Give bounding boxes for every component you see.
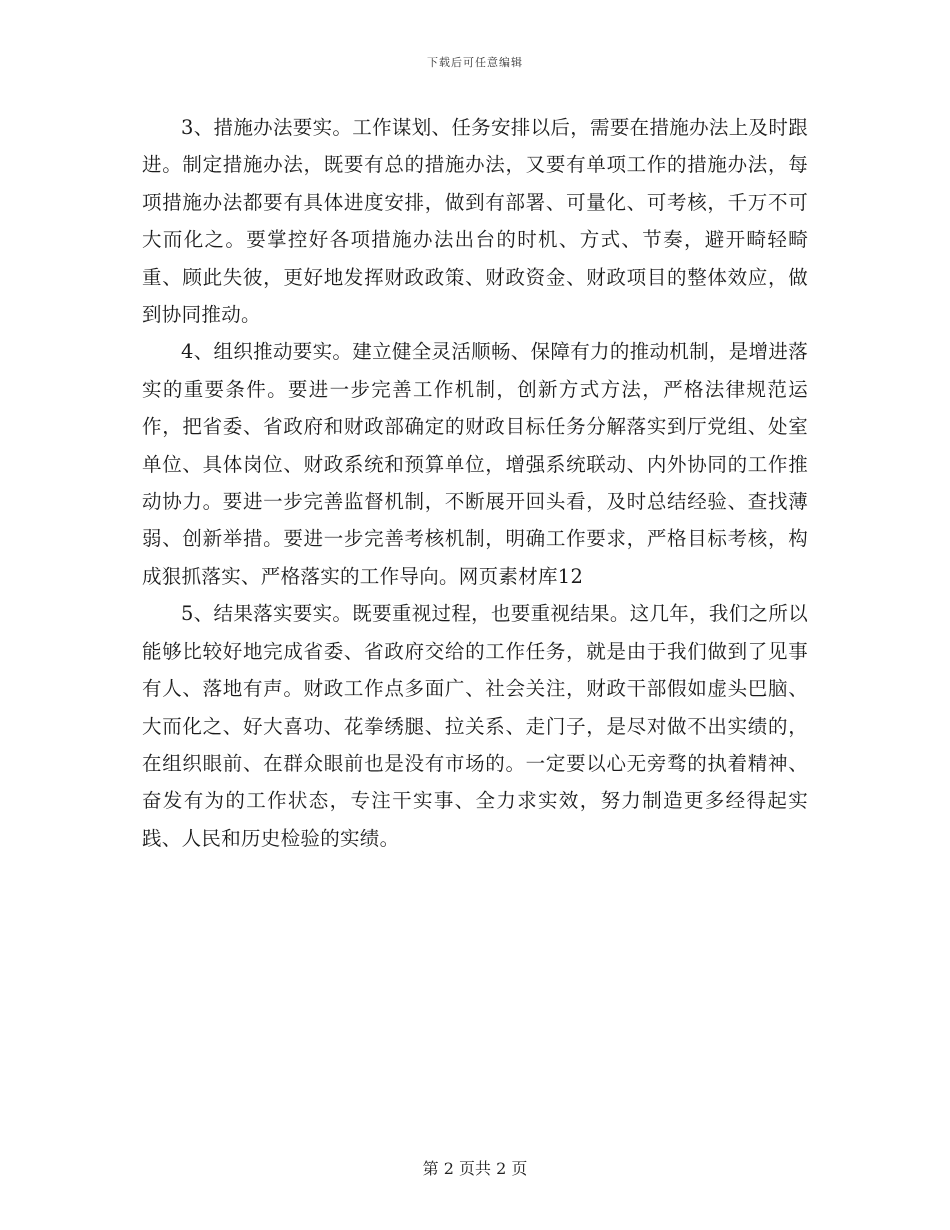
paragraph-organization: 4、组织推动要实。建立健全灵活顺畅、保障有力的推动机制，是增进落实的重要条件。要进一步完善工作机制，创新方式方法，严格法律规范运作，把省委、省政府和财政部确定的财政目标任务分解落实到厅党组、处室单位、具体岗位、财政系统和预算单位，增强系统联动、内外协同的工作推动协力。要进一步完善监督机制，不断展开回头看，及时总结经验、查找薄弱、创新举措。要进一步完善考核机制，明确工作要求，严格目标考核，构成狠抓落实、严格落实的工作导向。网页素材库12	[142, 340, 808, 588]
page-footer: 第 2 页共 2 页	[422, 1159, 528, 1178]
page-header: 下载后可任意编辑	[427, 56, 523, 69]
paragraph-results: 5、结果落实要实。既要重视过程，也要重视结果。这几年，我们之所以能够比较好地完成省委、省政府交给的工作任务，就是由于我们做到了见事有人、落地有声。财政工作点多面广、社会关注，财政干部假如虚头巴脑、大而化之、好大喜功、花拳绣腿、拉关系、走门子，是尽对做不出实绩的，在组织眼前、在群众眼前也是没有市场的。一定要以心无旁骛的执着精神、奋发有为的工作状态，专注干实事、全力求实效，努力制造更多经得起实践、人民和历史检验的实绩。	[142, 602, 808, 850]
document-body	[142, 109, 808, 857]
paragraph-measures: 3、措施办法要实。工作谋划、任务安排以后，需要在措施办法上及时跟进。制定措施办法，既要有总的措施办法，又要有单项工作的措施办法，每项措施办法都要有具体进度安排，做到有部署、可量化、可考核，千万不可大而化之。要掌控好各项措施办法出台的时机、方式、节奏，避开畸轻畸重、顾此失彼，更好地发挥财政政策、财政资金、财政项目的整体效应，做到协同推动。	[142, 116, 808, 327]
